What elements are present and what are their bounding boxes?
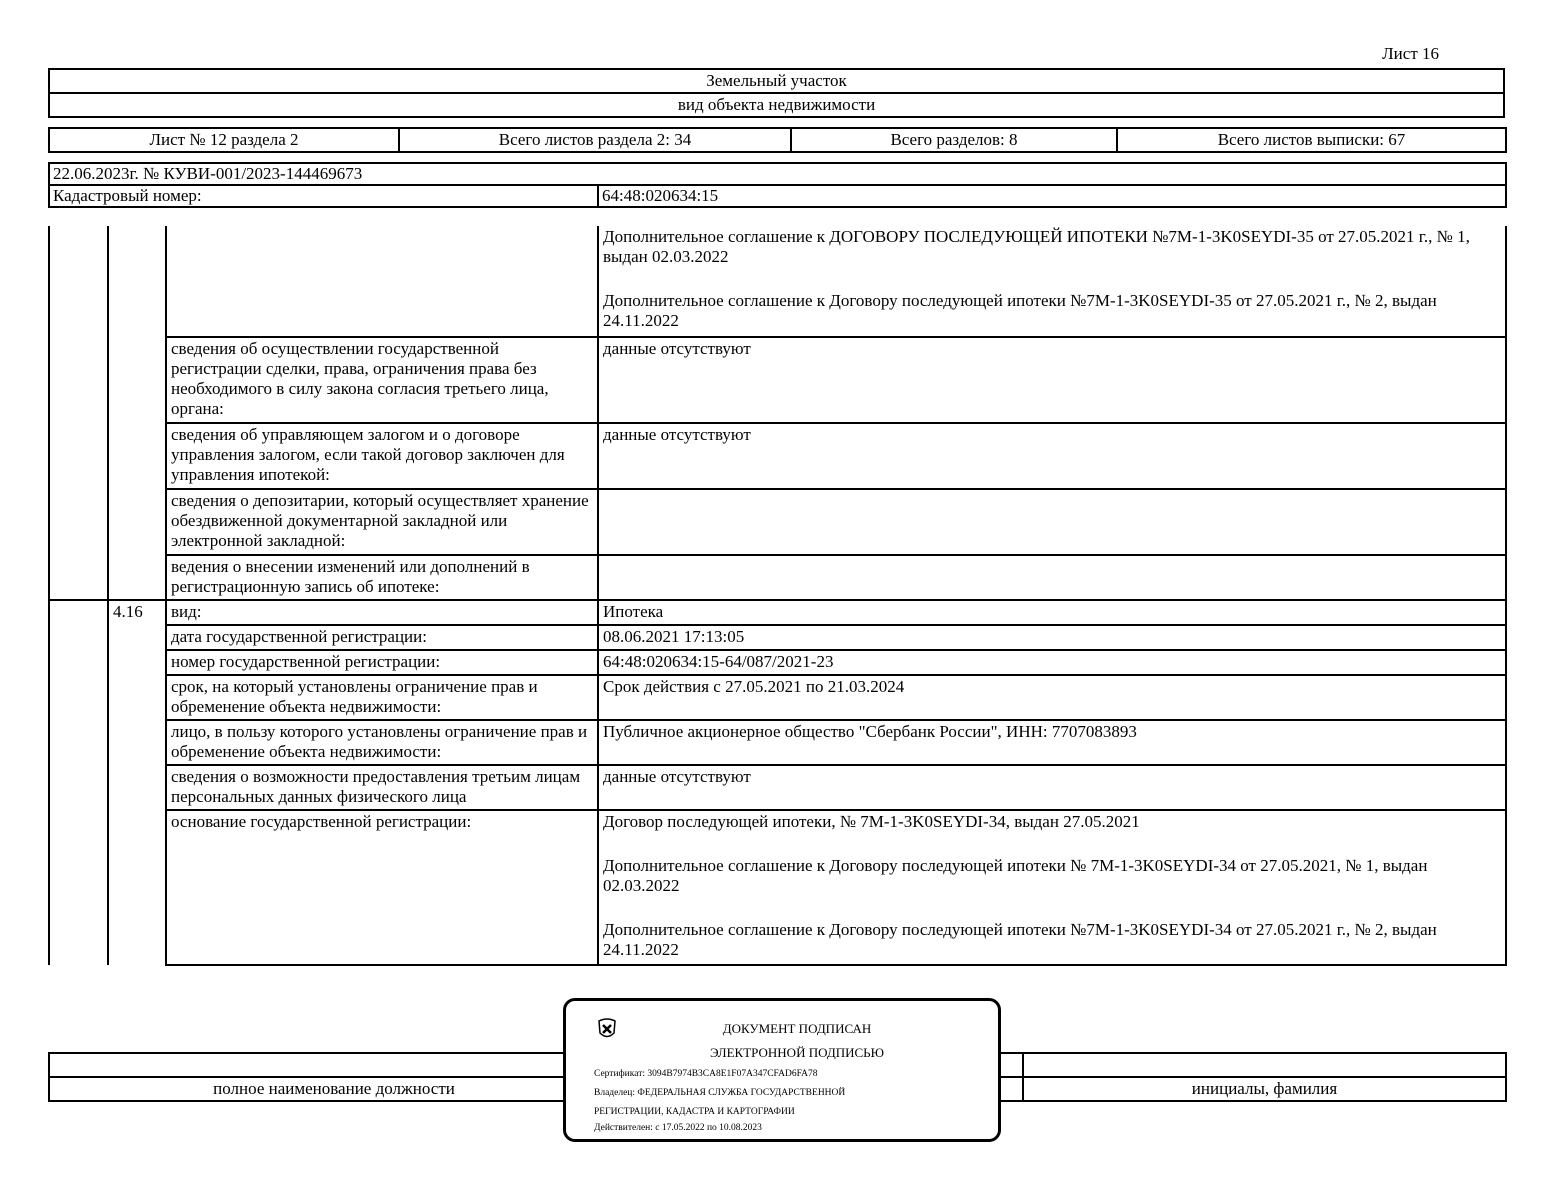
blank-cell xyxy=(49,650,108,675)
row-label: лицо, в пользу которого установлены ограничение прав и обременение объекта недвижимости: xyxy=(166,720,598,765)
stamp-subtitle: ЭЛЕКТРОННОЙ ПОДПИСЬЮ xyxy=(710,1045,884,1060)
sheet-info-table xyxy=(48,127,1507,153)
stamp-title: ДОКУМЕНТ ПОДПИСАН xyxy=(722,1021,872,1036)
basis-paragraph: Дополнительное соглашение к ДОГОВОРУ ПОСЛЕДУЮЩЕЙ ИПОТЕКИ №7М-1-3K0SEYDI-35 от 27.05.2021 г., № 1, выдан 02.03.2022 xyxy=(603,227,1470,266)
row-value xyxy=(598,489,1506,555)
section-sheet: Лист № 12 раздела 2 xyxy=(49,128,399,152)
entry-basis xyxy=(598,810,1506,965)
basis-label: основание государственной регистрации: xyxy=(166,810,598,965)
stamp-owner-line2: РЕГИСТРАЦИИ, КАДАСТРА И КАРТОГРАФИИ xyxy=(594,1107,795,1117)
extract-id-table xyxy=(48,162,1507,208)
stamp-valid: Действителен: с 17.05.2022 по 10.08.2023 xyxy=(594,1123,762,1133)
total-sections: Всего разделов: 8 xyxy=(791,128,1117,152)
row-label: срок, на который установлены ограничение прав и обременение объекта недвижимости: xyxy=(166,675,598,720)
row-value: данные отсутствуют xyxy=(598,337,1506,423)
row-value: Срок действия с 27.05.2021 по 21.03.2024 xyxy=(598,675,1506,720)
blank-cell xyxy=(49,720,108,765)
row-value: данные отсутствуют xyxy=(598,765,1506,810)
blank-cell xyxy=(108,810,166,965)
continued-basis xyxy=(598,226,1506,337)
position-cell xyxy=(49,1053,619,1077)
stamp-certificate: Сертификат: 3094B7974B3CA8E1F07A347CFAD6FA78 xyxy=(594,1069,818,1079)
object-type: Земельный участок xyxy=(49,69,1504,93)
row-value xyxy=(598,555,1506,600)
name-caption: инициалы, фамилия xyxy=(1023,1077,1506,1101)
blank-cell xyxy=(49,600,108,625)
blank-cell xyxy=(49,675,108,720)
row-value: 08.06.2021 17:13:05 xyxy=(598,625,1506,650)
blank-cell xyxy=(108,720,166,765)
object-type-table xyxy=(48,68,1505,118)
blank-cell xyxy=(49,625,108,650)
blank-cell xyxy=(49,555,108,600)
row-value: 64:48:020634:15-64/087/2021-23 xyxy=(598,650,1506,675)
blank-cell xyxy=(108,555,166,600)
row-label: сведения о возможности предоставления третьим лицам персональных данных физического лица xyxy=(166,765,598,810)
blank-cell xyxy=(49,489,108,555)
basis-paragraph: Дополнительное соглашение к Договору последующей ипотеки №7М-1-3K0SEYDI-34 от 27.05.2021 г., № 2, выдан 24.11.2022 xyxy=(603,920,1437,959)
row-value: данные отсутствуют xyxy=(598,423,1506,489)
object-type-caption: вид объекта недвижимости xyxy=(49,93,1504,117)
entry-number: 4.16 xyxy=(108,600,166,625)
encumbrance-table xyxy=(48,226,1507,966)
blank-cell xyxy=(108,675,166,720)
blank-label-cell xyxy=(166,226,598,337)
blank-cell xyxy=(108,489,166,555)
row-value: Ипотека xyxy=(598,600,1506,625)
stamp-owner: Владелец: ФЕДЕРАЛЬНАЯ СЛУЖБА ГОСУДАРСТВЕННОЙ xyxy=(594,1088,846,1098)
sheet-number: Лист 16 xyxy=(1382,44,1439,63)
row-value: Публичное акционерное общество "Сбербанк России", ИНН: 7707083893 xyxy=(598,720,1506,765)
blank-cell xyxy=(49,423,108,489)
row-label: сведения об осуществлении государственной регистрации сделки, права, ограничения права без необходимого в силу закона согласия третьего лица, органа: xyxy=(166,337,598,423)
date-number: 22.06.2023г. № КУВИ-001/2023-144469673 xyxy=(49,163,1506,185)
total-section-sheets: Всего листов раздела 2: 34 xyxy=(399,128,791,152)
row-label: сведения об управляющем залогом и о договоре управления залогом, если такой договор заключен для управления ипотекой: xyxy=(166,423,598,489)
row-label: сведения о депозитарии, который осуществляет хранение обездвиженной документарной закладной или электронной закладной: xyxy=(166,489,598,555)
row-label: вид: xyxy=(166,600,598,625)
cadastral-label: Кадастровый номер: xyxy=(49,185,598,207)
row-label: номер государственной регистрации: xyxy=(166,650,598,675)
basis-paragraph: Дополнительное соглашение к Договору последующей ипотеки № 7М-1-3K0SEYDI-34 от 27.05.2021, № 1, выдан 02.03.2022 xyxy=(603,856,1428,895)
cadastral-value: 64:48:020634:15 xyxy=(598,185,1506,207)
row-label: ведения о внесении изменений или дополнений в регистрационную запись об ипотеке: xyxy=(166,555,598,600)
electronic-signature-stamp xyxy=(563,998,1001,1142)
blank-cell xyxy=(108,423,166,489)
blank-cell xyxy=(49,226,108,337)
blank-cell xyxy=(108,765,166,810)
blank-cell xyxy=(49,765,108,810)
blank-cell xyxy=(108,650,166,675)
name-cell xyxy=(1023,1053,1506,1077)
blank-cell xyxy=(108,625,166,650)
blank-cell xyxy=(108,226,166,337)
row-label: дата государственной регистрации: xyxy=(166,625,598,650)
blank-cell xyxy=(49,337,108,423)
basis-paragraph: Дополнительное соглашение к Договору последующей ипотеки №7М-1-3K0SEYDI-35 от 27.05.2021 г., № 2, выдан 24.11.2022 xyxy=(603,291,1437,330)
blank-cell xyxy=(49,810,108,965)
blank-cell xyxy=(108,337,166,423)
total-extract-sheets: Всего листов выписки: 67 xyxy=(1117,128,1506,152)
basis-paragraph: Договор последующей ипотеки, № 7М-1-3K0SEYDI-34, выдан 27.05.2021 xyxy=(603,812,1140,831)
position-caption: полное наименование должности xyxy=(49,1077,619,1101)
